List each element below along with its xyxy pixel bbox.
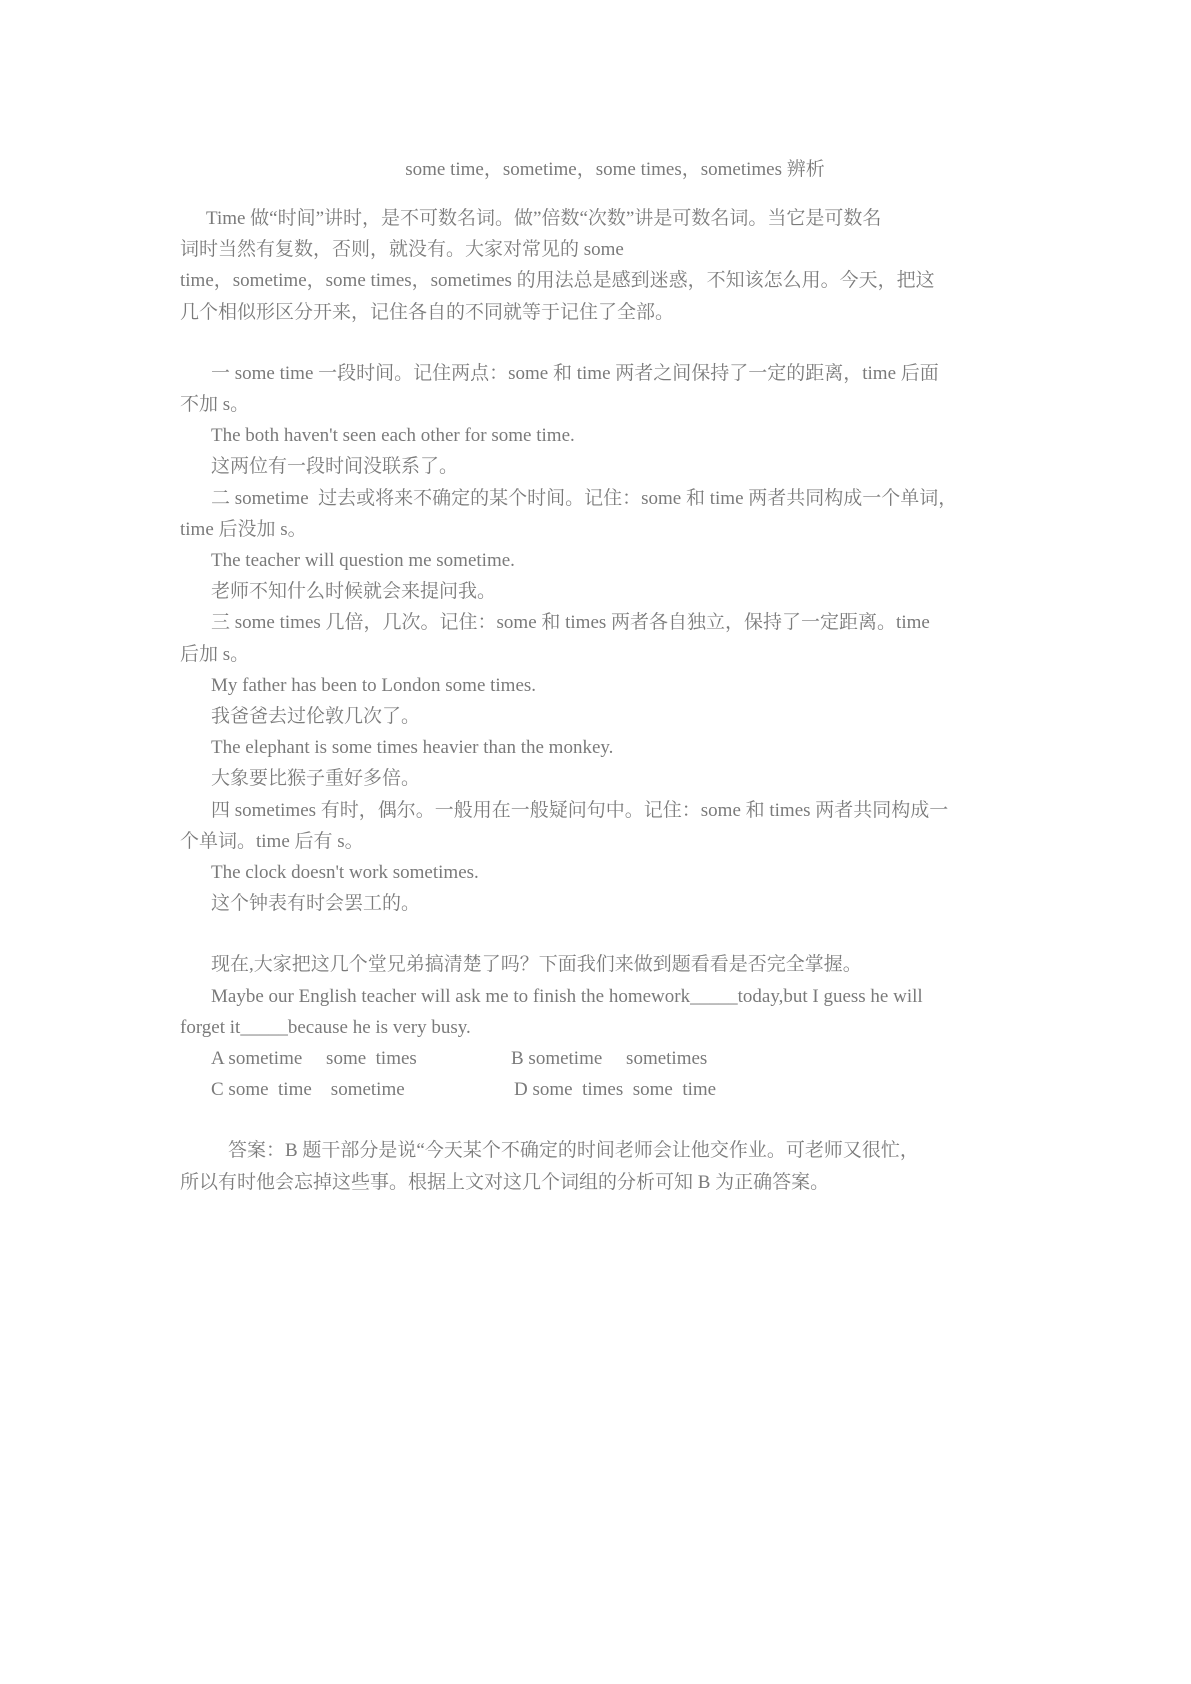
example-translation: 大象要比猴子重好多倍。	[211, 768, 421, 790]
spacer	[180, 919, 1020, 949]
section-heading-line: 一 some time 一段时间。记住两点：some 和 time 两者之间保持了一定的距离，time 后面	[211, 362, 939, 384]
page-title: some time，sometime，some times，sometimes 辨析	[405, 159, 825, 180]
answer-line: 答案：B 题干部分是说“今天某个不确定的时间老师会让他交作业。可老师又很忙，	[228, 1140, 919, 1162]
usage-sections	[180, 358, 1020, 920]
section-heading-line: 个单词。time 后有 s。	[180, 830, 364, 852]
section-heading-line: 二 sometime 过去或将来不确定的某个时间。记住：some 和 time 两者共同构成一个单词，	[211, 487, 958, 509]
section-sometime	[180, 483, 1020, 545]
section-some-time	[180, 358, 1020, 420]
intro-line: 几个相似形区分开来，记住各自的不同就等于记住了全部。	[180, 301, 675, 323]
option-b: B sometime sometimes	[511, 1048, 708, 1070]
example-sentence: The both haven't seen each other for some time.	[211, 425, 575, 447]
section-heading-line: 不加 s。	[180, 394, 250, 416]
intro-line: time，sometime，some times，sometimes 的用法总是感到迷惑，不知该怎么用。今天，把这	[180, 270, 935, 292]
example-sentence: The teacher will question me sometime.	[211, 550, 515, 572]
quiz-question-line: Maybe our English teacher will ask me to finish the homework_____today,but I guess he will	[211, 985, 923, 1007]
section-heading-line: 后加 s。	[180, 643, 250, 665]
section-heading-line: 四 sometimes 有时，偶尔。一般用在一般疑问句中。记住：some 和 times 两者共同构成一	[211, 799, 949, 821]
quiz-block	[180, 949, 1020, 1105]
option-a: A sometime some times	[211, 1048, 417, 1070]
spacer	[180, 1105, 1020, 1135]
intro-paragraph	[180, 203, 1020, 328]
example-translation: 这个钟表有时会罢工的。	[211, 893, 421, 915]
option-d: D some times some time	[514, 1079, 717, 1101]
example-translation: 这两位有一段时间没联系了。	[211, 456, 459, 478]
spacer	[180, 328, 1020, 358]
example-sentence: My father has been to London some times.	[211, 674, 537, 696]
example-translation: 我爸爸去过伦敦几次了。	[211, 706, 421, 728]
intro-line: 词时当然有复数，否则，就没有。大家对常见的 some	[180, 239, 624, 261]
document-page	[180, 150, 1020, 1198]
answer-block	[180, 1135, 1020, 1197]
quiz-question-line: forget it_____because he is very busy.	[180, 1016, 471, 1038]
quiz-options-row	[180, 1074, 1020, 1105]
example-sentence: The clock doesn't work sometimes.	[211, 862, 479, 884]
section-heading-line: 三 some times 几倍，几次。记住：some 和 times 两者各自独立，保持了一定距离。time	[211, 612, 930, 634]
example-translation: 老师不知什么时候就会来提问我。	[211, 581, 497, 603]
quiz-options-row	[180, 1043, 1020, 1074]
answer-line: 所以有时他会忘掉这些事。根据上文对这几个词组的分析可知 B 为正确答案。	[180, 1171, 830, 1193]
quiz-prompt: 现在,大家把这几个堂兄弟搞清楚了吗？下面我们来做到题看看是否完全掌握。	[211, 954, 862, 976]
section-heading-line: time 后没加 s。	[180, 518, 307, 540]
intro-line: Time 做“时间”讲时，是不可数名词。做”倍数“次数”讲是可数名词。当它是可数名	[206, 208, 882, 229]
example-sentence: The elephant is some times heavier than the monkey.	[211, 737, 614, 759]
section-sometimes	[180, 795, 1020, 857]
section-some-times	[180, 607, 1020, 669]
option-c: C some time sometime	[211, 1079, 405, 1101]
